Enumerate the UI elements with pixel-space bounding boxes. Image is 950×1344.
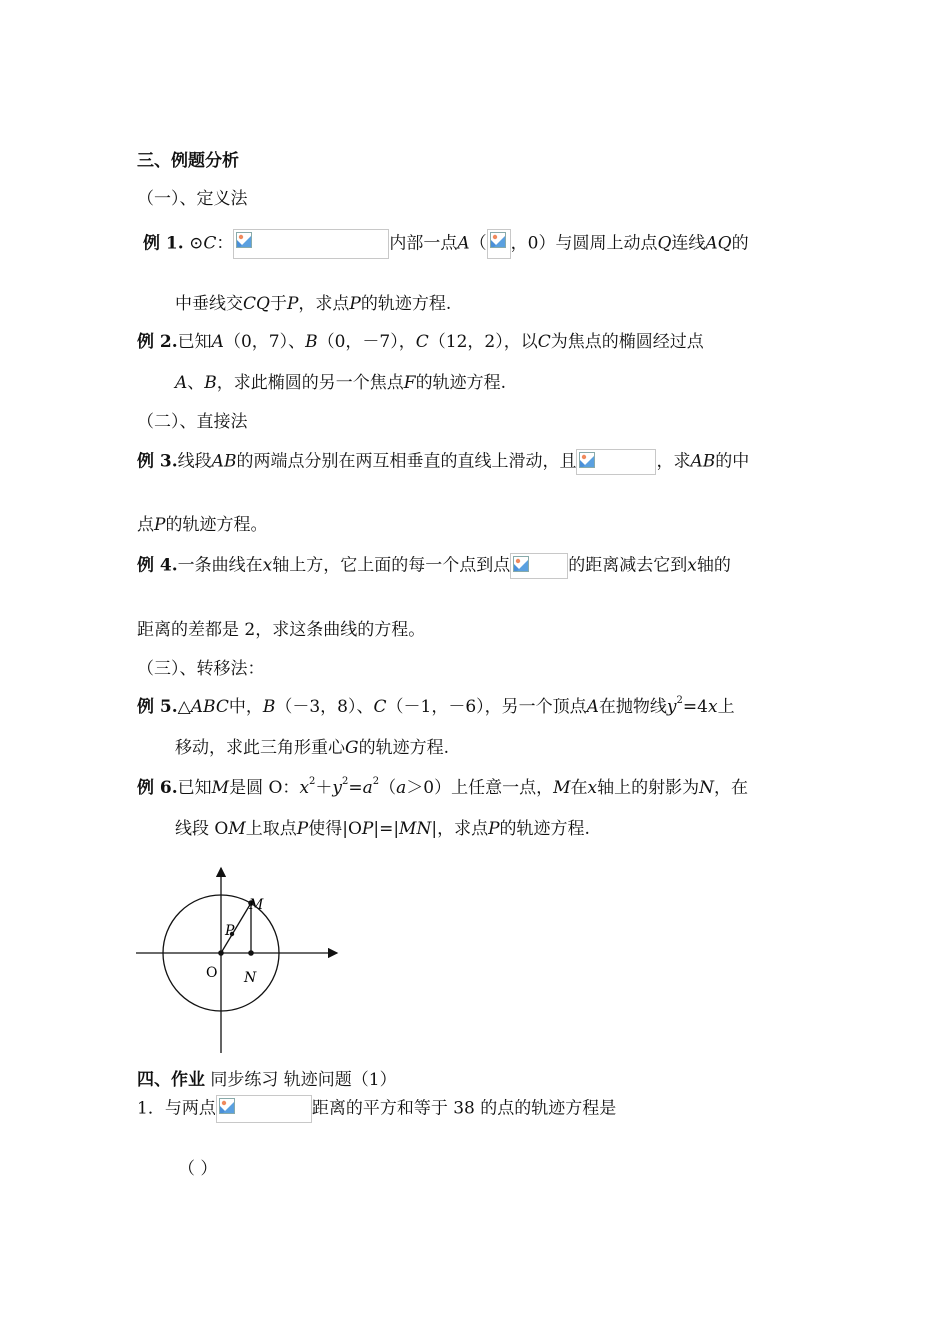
text: x <box>707 697 718 717</box>
text: 的距离减去它到 <box>568 555 688 576</box>
text: 一条曲线在 <box>177 555 263 576</box>
text: 是圆 O： <box>229 778 300 798</box>
text: 1．与两点 <box>137 1098 216 1119</box>
text: x <box>687 555 697 576</box>
example-5-line-1 <box>137 696 735 718</box>
text: 点 <box>137 515 154 535</box>
text: a <box>396 778 407 798</box>
text: F <box>403 373 416 393</box>
broken-image-icon <box>236 232 252 248</box>
text: 轴的 <box>696 555 731 576</box>
text: 使得|O <box>308 819 362 839</box>
subsection-transfer-method: （三）、转移法： <box>137 659 265 679</box>
circle-symbol: ⊙ <box>189 233 204 254</box>
text: CQ <box>243 294 270 314</box>
text: M <box>553 778 571 798</box>
text: M <box>228 819 246 839</box>
text: 中， <box>228 697 263 717</box>
text: P <box>488 819 500 839</box>
label-n: N <box>244 970 257 986</box>
text: △ <box>177 697 191 717</box>
example-label: 例 1. <box>143 233 184 254</box>
text: A <box>586 697 599 717</box>
text: 的轨迹方程. <box>358 738 449 758</box>
example-label: 例 2. <box>137 332 178 352</box>
text: P <box>349 294 361 314</box>
text: 已知 <box>177 778 212 798</box>
example-2-line-2 <box>175 372 506 394</box>
text: ，求此椭圆的另一个焦点 <box>216 373 404 393</box>
text: （－1，－6），另一个顶点 <box>386 697 587 717</box>
text: x <box>587 778 598 798</box>
text: ： <box>216 233 234 254</box>
text: |，求点 <box>431 819 489 839</box>
text: A <box>457 233 470 254</box>
label-o: O <box>206 965 218 981</box>
answer-parentheses: （ ） <box>178 1159 218 1179</box>
section-title: 四、作业 <box>137 1070 205 1090</box>
text: 的 <box>731 233 749 254</box>
text: C <box>415 332 429 352</box>
text: 于 <box>269 294 287 314</box>
text: Q <box>657 233 672 254</box>
text: C <box>537 332 551 352</box>
label-p: P <box>225 923 235 939</box>
text: =4 <box>682 697 708 717</box>
text: x <box>299 778 310 798</box>
text: 的轨迹方程. <box>415 373 506 393</box>
text: 上取点 <box>245 819 297 839</box>
example-label: 例 3. <box>137 451 178 472</box>
example-5-line-2 <box>175 737 449 759</box>
text: 在抛物线 <box>598 697 667 717</box>
text: 的轨迹方程. <box>499 819 590 839</box>
superscript: 2 <box>372 776 380 787</box>
point-n <box>248 950 254 956</box>
text: 上 <box>717 697 735 717</box>
example-6-line-1 <box>137 777 748 799</box>
text: （ <box>469 233 487 254</box>
example-1-line-2 <box>175 293 451 315</box>
text: 、 <box>187 373 205 393</box>
broken-image-icon <box>513 556 529 572</box>
text: y <box>332 778 343 798</box>
text: 轴上的射影为 <box>597 778 700 798</box>
example-2-line-1 <box>137 331 704 353</box>
text: 内部一点 <box>389 233 458 254</box>
example-label: 例 4. <box>137 555 178 576</box>
text: 中垂线交 <box>175 294 243 314</box>
text: 的两端点分别在两互相垂直的直线上滑动，且 <box>236 451 577 472</box>
text: |=| <box>373 819 400 839</box>
text: a <box>362 778 373 798</box>
text: ，在 <box>714 778 749 798</box>
text: P <box>154 515 166 535</box>
text: MN <box>399 819 432 839</box>
broken-image-icon <box>490 232 506 248</box>
circle-figure <box>130 860 345 1060</box>
text: 距离的平方和等于 38 的点的轨迹方程是 <box>311 1098 617 1119</box>
example-1-line-1 <box>143 229 749 259</box>
text: （0，7）、 <box>223 332 306 352</box>
text: N <box>699 778 715 798</box>
text: A <box>175 373 188 393</box>
text: （ <box>379 778 397 798</box>
subsection-definition-method: （一）、定义法 <box>137 189 248 209</box>
text: AB <box>211 451 237 472</box>
text: C <box>373 697 387 717</box>
equation-image-placeholder <box>576 449 656 475</box>
example-3-line-2 <box>137 514 267 536</box>
text: 线段 O <box>175 819 229 839</box>
equation-image-placeholder <box>233 229 389 259</box>
example-3-line-1 <box>137 449 749 475</box>
text: M <box>211 778 230 798</box>
text: ，0）与圆周上动点 <box>510 233 658 254</box>
text: A <box>211 332 224 352</box>
text: x <box>262 555 273 576</box>
text: ，求点 <box>298 294 350 314</box>
example-4-line-2: 距离的差都是 2，求这条曲线的方程。 <box>137 620 426 640</box>
text: P <box>296 819 309 839</box>
text: 的轨迹方程. <box>360 294 452 314</box>
text: ，求 <box>656 451 691 472</box>
text: G <box>345 738 359 758</box>
label-m: M <box>249 897 264 913</box>
text: 在 <box>570 778 588 798</box>
superscript: 2 <box>309 776 316 787</box>
text: = <box>348 778 363 798</box>
text: ABC <box>190 697 229 717</box>
section-title: 三、例题分析 <box>137 151 239 171</box>
text: B <box>204 373 217 393</box>
text: AB <box>690 451 716 472</box>
homework-heading <box>137 1069 397 1091</box>
question-1-line <box>137 1095 616 1123</box>
example-6-line-2 <box>175 818 590 840</box>
point-o <box>218 950 224 956</box>
text: B <box>305 332 318 352</box>
subsection-direct-method: （二）、直接法 <box>137 412 248 432</box>
text: 已知 <box>177 332 212 352</box>
text: B <box>262 697 276 717</box>
example-label: 例 5. <box>137 697 178 717</box>
equation-image-placeholder <box>487 229 511 259</box>
broken-image-icon <box>579 452 595 468</box>
equation-image-placeholder <box>216 1095 312 1123</box>
superscript: 2 <box>342 776 349 787</box>
text: P <box>286 294 299 314</box>
broken-image-icon <box>219 1098 235 1114</box>
text: 的轨迹方程。 <box>165 515 268 535</box>
text: y <box>666 697 677 717</box>
text: （12，2），以 <box>428 332 538 352</box>
text: 轴上方，它上面的每一个点到点 <box>272 555 511 576</box>
text: ＋ <box>315 778 333 798</box>
text: 为焦点的椭圆经过点 <box>550 332 704 352</box>
text: C <box>203 233 217 254</box>
text: （－3，8）、 <box>275 697 374 717</box>
text: P <box>361 819 374 839</box>
superscript: 2 <box>676 695 683 706</box>
text: AQ <box>705 233 732 254</box>
text: 移动，求此三角形重心 <box>175 738 345 758</box>
text: ＞0）上任意一点， <box>406 778 554 798</box>
example-4-line-1 <box>137 553 731 579</box>
equation-image-placeholder <box>510 553 568 579</box>
text: （0，－7）， <box>317 332 416 352</box>
text: 的中 <box>715 451 750 472</box>
example-label: 例 6. <box>137 778 178 798</box>
homework-subtitle: 同步练习 轨迹问题（1） <box>205 1070 397 1090</box>
text: 连线 <box>671 233 706 254</box>
text: 线段 <box>177 451 212 472</box>
